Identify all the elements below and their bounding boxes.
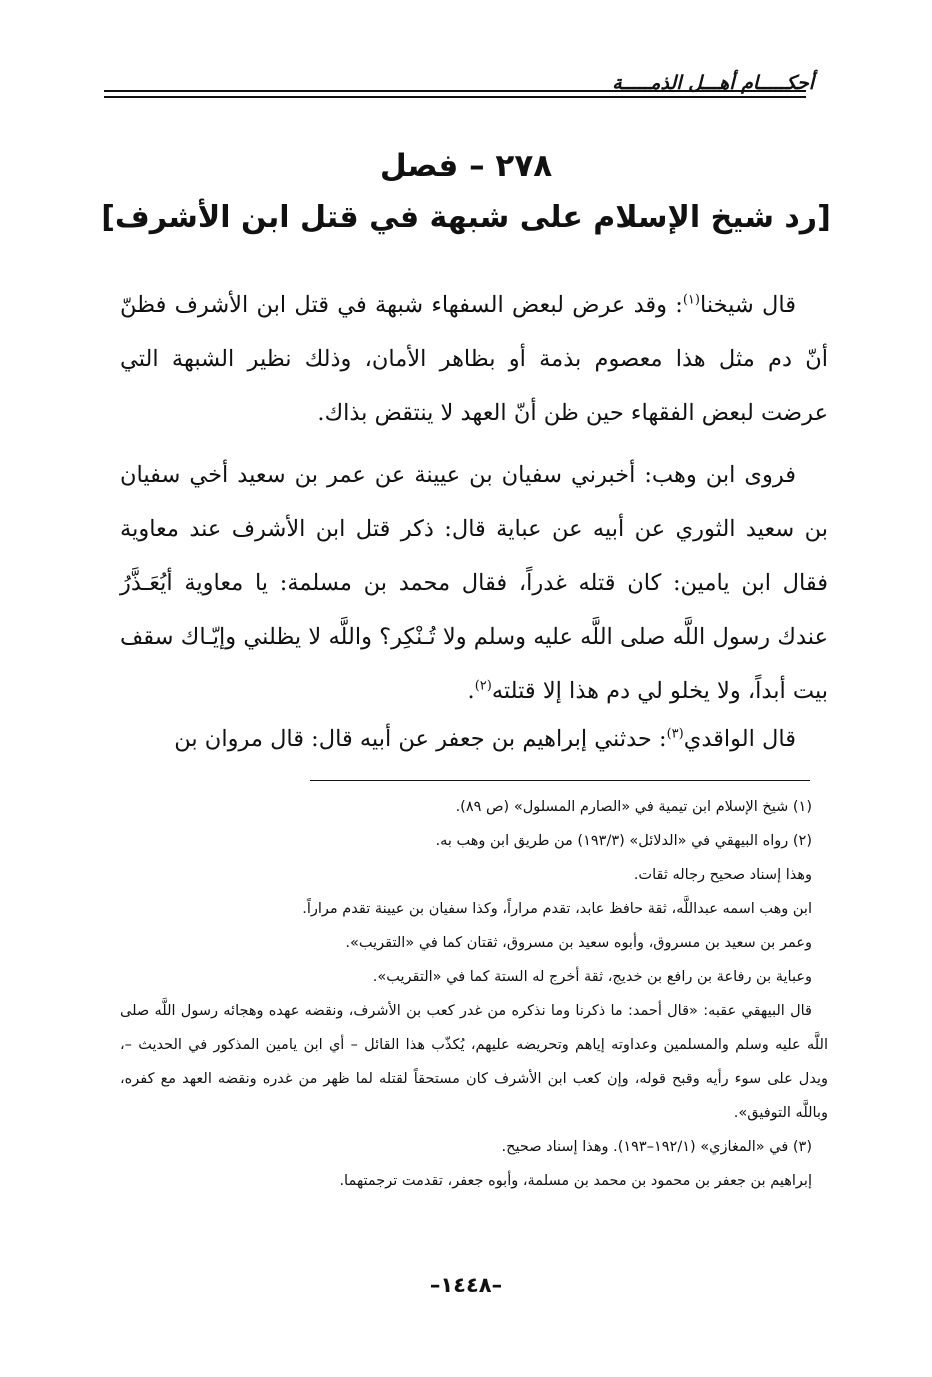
footnote-2-line: وعباية بن رفاعة بن رافع بن خديج، ثقة أخرج له الستة كما في «التقريب». [372, 969, 812, 985]
header-rule-bottom [104, 96, 806, 98]
paragraph-text: : وقد عرض لبعض السفهاء شبهة في قتل ابن الأشرف فظنّ أنّ دم مثل هذا معصوم بذمة أو بظاهر الأمان، وذلك نظير الشبهة التي عرضت لبعض الفقهاء حين ظن أنّ العهد لا ينتقض بذاك. [120, 292, 828, 426]
paragraph-text: قال الواقدي [683, 726, 796, 752]
paragraph-text: . [467, 678, 475, 704]
footnotes [120, 790, 828, 1198]
footnote-3: (٣) في «المغازي» (١٩٢/١–١٩٣). وهذا إسناد صحيح. [501, 1139, 812, 1155]
footnote-ref-2: (٢) [474, 678, 492, 694]
paragraph-text: فروى ابن وهب: أخبرني سفيان بن عيينة عن عمر بن سعيد أخي سفيان بن سعيد الثوري عن أبيه عن عباية قال: ذكر قتل ابن الأشرف عند معاوية فقال ابن يامين: كان قتله غدراً، فقال محمد بن مسلمة: يا معاوية أيُعَـذَّرُ عندك رسول اللَّه صلى اللَّه عليه وسلم ولا تُـنْكِر؟ واللَّه لا يظلني وإيّـاك سقف بيت أبداً، ولا يخلو لي دم هذا إلا قتلته [120, 462, 828, 704]
footnote-ref-3: (٣) [666, 726, 684, 742]
footnote-2-line: وهذا إسناد صحيح رجاله ثقات. [633, 867, 812, 883]
footnote-2: (٢) رواه البيهقي في «الدلائل» (١٩٣/٣) من طريق ابن وهب به. [435, 833, 812, 849]
paragraph-text: قال شيخنا [699, 292, 796, 318]
page-number: –١٤٤٨– [429, 1273, 503, 1297]
footnote-3-line: إبراهيم بن جعفر بن محمود بن محمد بن مسلمة، وأبوه جعفر، تقدمت ترجمتهما. [339, 1173, 812, 1189]
body-paragraph-2 [120, 448, 828, 718]
paragraph-text: : حدثني إبراهيم بن جعفر عن أبيه قال: قال مروان بن [174, 726, 667, 752]
footnote-2-line: ابن وهب اسمه عبداللَّه، ثقة حافظ عابد، تقدم مراراً، وكذا سفيان بن عيينة تقدم مراراً. [302, 901, 812, 917]
header-rule-top [104, 90, 806, 92]
footnote-1: (١) شيخ الإسلام ابن تيمية في «الصارم المسلول» (ص ٨٩). [455, 799, 812, 815]
running-header: أحكـــــام أهـــل الذمـــــة [612, 72, 814, 94]
section-title: [رد شيخ الإسلام على شبهة في قتل ابن الأشرف] [101, 200, 831, 235]
footnote-ref-1: (١) [682, 292, 700, 308]
footnote-separator [310, 780, 810, 781]
footnote-2-line: وعمر بن سعيد بن مسروق، وأبوه سعيد بن مسروق، ثقتان كما في «التقريب». [345, 935, 812, 951]
body-paragraph-3 [120, 712, 828, 766]
section-number: ٢٧٨ – فصل [379, 148, 553, 184]
body-paragraph-1 [120, 278, 828, 440]
footnote-2-quote: قال البيهقي عقبه: «قال أحمد: ما ذكرنا وما نذكره من غدر كعب بن الأشرف، ونقضه عهده وهجائه رسول اللَّه صلى اللَّه عليه وسلم والمسلمين وعداوته إياهم وتحريضه عليهم، يُكذّب هذا القائل – أي ابن يامين المذكور في الحديث –، ويدل على سوء رأيه وقبح قوله، وإن كعب ابن الأشرف كان مستحقاً لقتله لما ظهر من غدره ونقضه العهد مع كفره، وباللَّه التوفيق». [120, 1003, 828, 1121]
